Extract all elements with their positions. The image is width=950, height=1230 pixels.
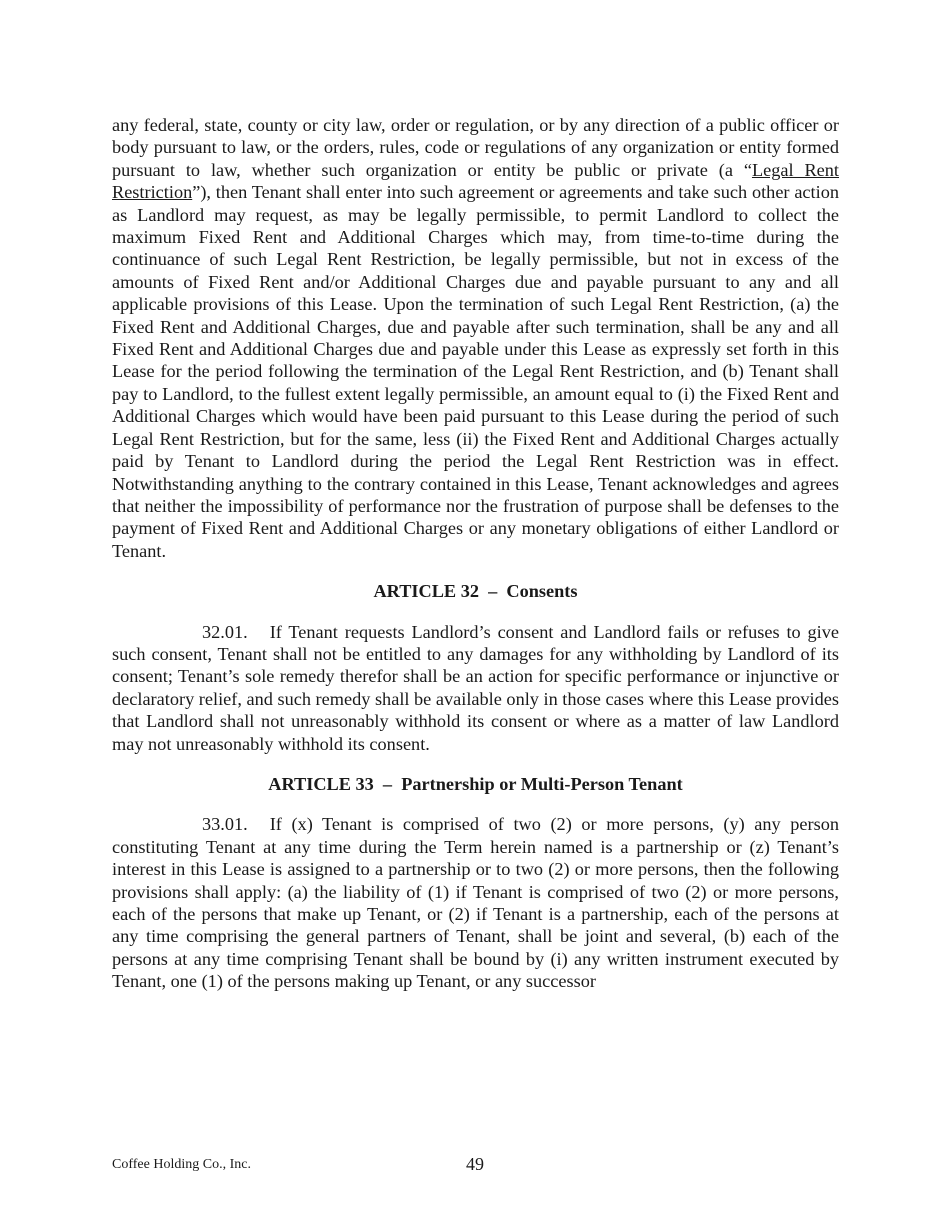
continuation-text-after: ”), then Tenant shall enter into such agreement or agreements and take such other action as Landlord may request, as may be legally permissible, to permit Landlord to collect the maximum Fixed Rent and Additional Charges which may, from time-to-time during the continuance of such Legal Rent Restriction, be legally permissible, but not in excess of the amounts of Fixed Rent and/or Additional Charges due and payable pursuant to any and all applicable provisions of this Lease. Upon the termination of such Legal Rent Restriction, (a) the Fixed Rent and Additional Charges, due and payable after such termination, shall be any and all Fixed Rent and Additional Charges due and payable under this Lease as expressly set forth in this Lease for the period following the termination of the Legal Rent Restriction, and (b) Tenant shall pay to Landlord, to the fullest extent legally permissible, an amount equal to (i) the Fixed Rent and Additional Charges which would have been paid pursuant to this Lease during the period of such Legal Rent Restriction, but for the same, less (ii) the Fixed Rent and Additional Charges actually paid by Tenant to Landlord during the period the Legal Rent Restriction was in effect. Notwithstanding anything to the contrary contained in this Lease, Tenant acknowledges and agrees that neither the impossibility of performance nor the frustration of purpose shall be defenses to the payment of Fixed Rent and Additional Charges or any monetary obligations of either Landlord or Tenant.	[112, 182, 839, 561]
section-33-01-paragraph	[112, 813, 839, 992]
section-32-01-paragraph	[112, 621, 839, 755]
spacer	[112, 755, 839, 773]
page-number: 49	[466, 1154, 484, 1174]
spacer	[112, 562, 839, 580]
spacer	[112, 603, 839, 621]
footer-company: Coffee Holding Co., Inc.	[112, 1157, 251, 1172]
section-number: 32.01.	[202, 621, 248, 642]
continuation-text-before: any federal, state, county or city law, order or regulation, or by any direction of a public officer or body pursuant to law, or the orders, rules, code or regulations of any organization or entity formed pursuant to law, whether such organization or entity be public or private (a “	[112, 115, 839, 180]
document-page	[112, 114, 839, 993]
section-number: 33.01.	[202, 814, 248, 835]
section-text: If Tenant requests Landlord’s consent and Landlord fails or refuses to give such consent, Tenant shall not be entitled to any damages for any withholding by Landlord of its consent; Tenant’s sole remedy therefor shall be an action for specific performance or injunctive or declaratory relief, and such remedy shall be available only in those cases where this Lease provides that Landlord shall not unreasonably withhold its consent or where as a matter of law Landlord may not unreasonably withhold its consent.	[112, 621, 839, 754]
spacer	[112, 795, 839, 813]
article-32-heading: ARTICLE 32 – Consents	[373, 581, 578, 602]
continuation-paragraph	[112, 114, 839, 562]
section-text: If (x) Tenant is comprised of two (2) or more persons, (y) any person constituting Tenant at any time during the Term herein named is a partnership or (z) Tenant’s interest in this Lease is assigned to a partnership or to two (2) or more persons, then the following provisions shall apply: (a) the liability of (1) if Tenant is comprised of two (2) or more persons, each of the persons that make up Tenant, or (2) if Tenant is a partnership, each of the persons at any time comprising the general partners of Tenant, shall be joint and several, (b) each of the persons at any time comprising Tenant shall be bound by (i) any written instrument executed by Tenant, one (1) of the persons making up Tenant, or any successor	[112, 814, 839, 992]
defined-term-legal-rent-restriction: Legal Rent Restriction	[112, 159, 839, 203]
article-33-heading: ARTICLE 33 – Partnership or Multi-Person Tenant	[268, 773, 683, 794]
